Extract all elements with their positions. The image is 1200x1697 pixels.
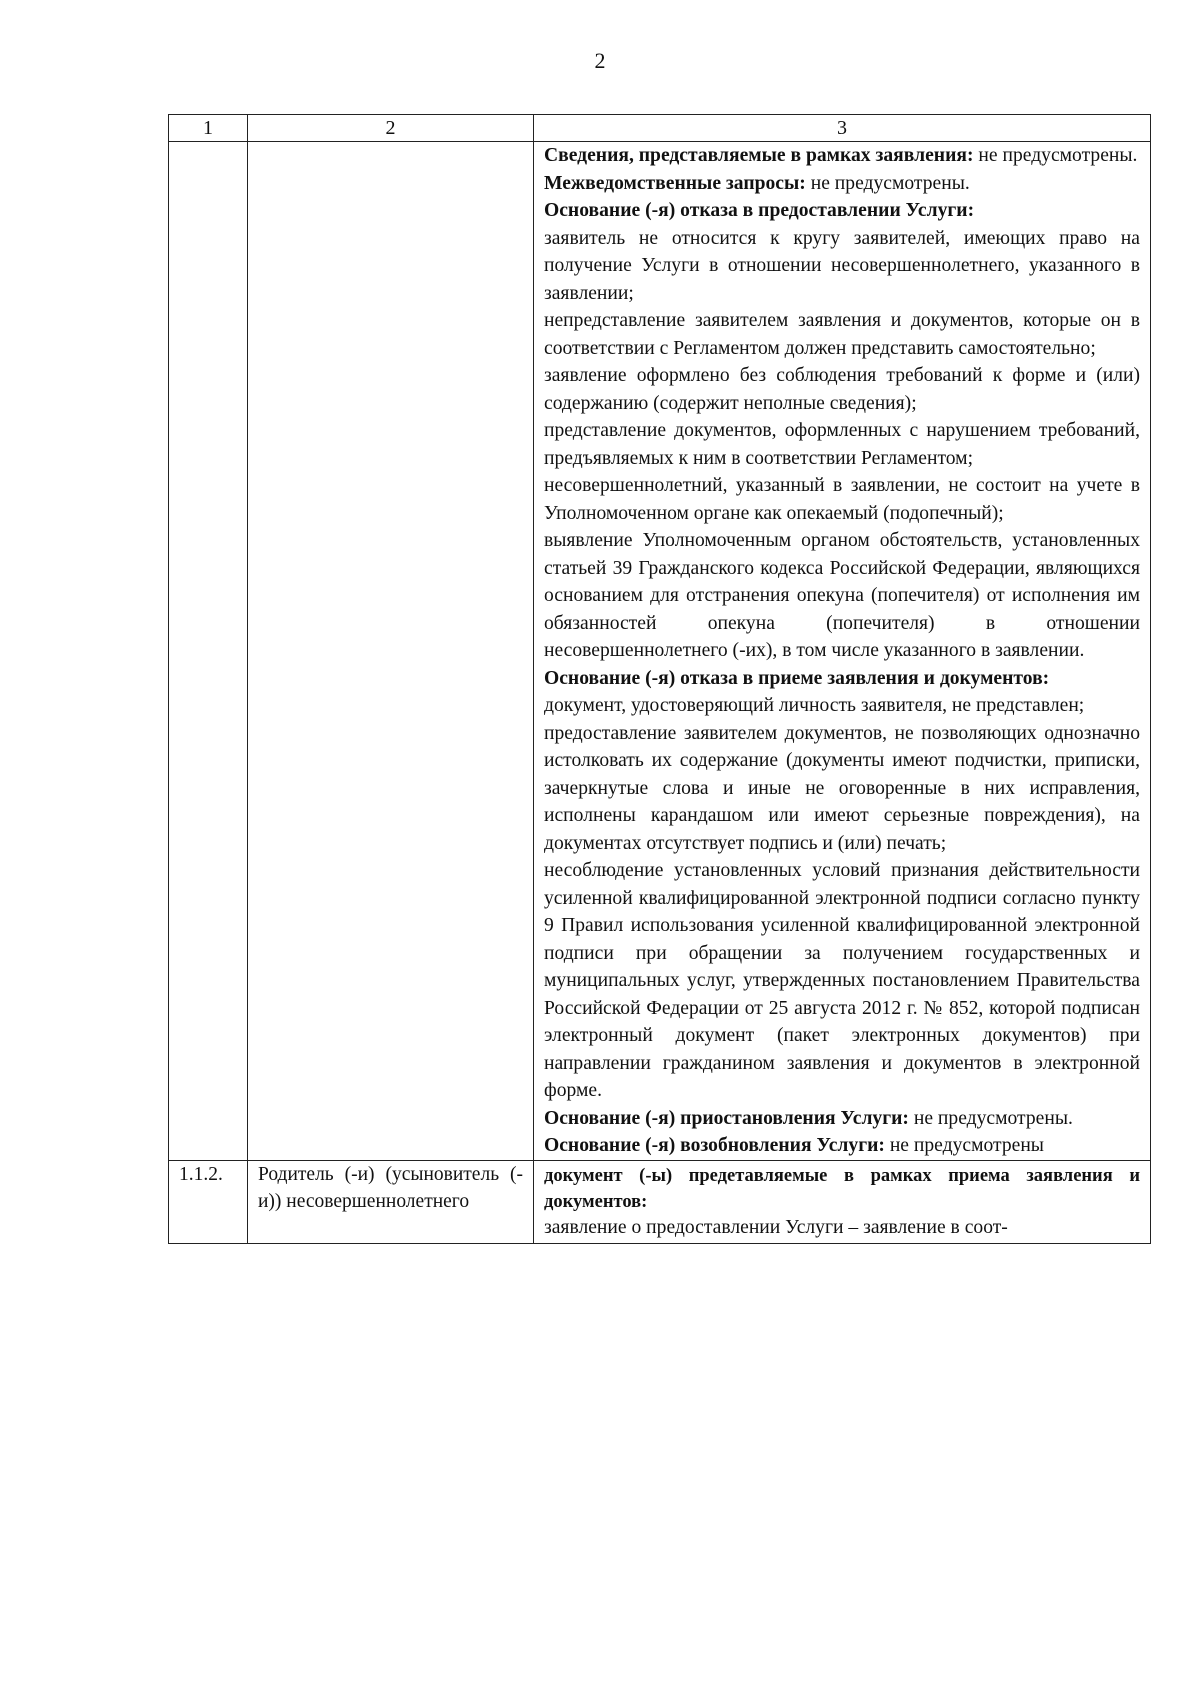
paragraph [544, 1105, 1140, 1133]
regulation-table [168, 114, 1151, 1244]
paragraph-bold: Основание (-я) отказа в предоставлении Услуги: [544, 200, 975, 221]
paragraph [544, 692, 1140, 720]
paragraph-bold: Основание (-я) приостановления Услуги: [544, 1107, 909, 1129]
paragraph [544, 142, 1140, 170]
row1-content-cell [534, 142, 1151, 1161]
paragraph-text: заявление о предоставлении Услуги – заявление в соот- [544, 1216, 1008, 1238]
row2-applicant-cell: Родитель (-и) (усыновитель (-и)) несовершеннолетнего [248, 1160, 534, 1243]
paragraph-text: заявление оформлено без соблюдения требований к форме и (или) содержанию (содержит неполные сведения); [544, 365, 1140, 414]
paragraph [544, 1215, 1140, 1241]
paragraph-text: заявитель не относится к кругу заявителей, имеющих право на получение Услуги в отношении несовершеннолетнего, указанного в заявлении; [544, 227, 1140, 304]
paragraph [544, 527, 1140, 665]
paragraph-text: не предусмотрены. [973, 145, 1138, 166]
table-row [169, 142, 1151, 1161]
paragraph [544, 307, 1140, 362]
paragraph-text: не предусмотрены [884, 1135, 1044, 1156]
header-cell-2: 2 [248, 115, 534, 142]
paragraph [544, 857, 1140, 1105]
paragraph-bold: Основание (-я) отказа в приеме заявления и документов: [544, 667, 1050, 689]
table-header-row [169, 115, 1151, 142]
paragraph [544, 720, 1140, 858]
paragraph-text: не предусмотрены. [908, 1107, 1073, 1129]
paragraph [544, 472, 1140, 527]
paragraph-text: несовершеннолетний, указанный в заявлении, не состоит на учете в Уполномоченном органе как опекаемый (подопечный); [544, 475, 1140, 524]
paragraph-text: непредставление заявителем заявления и документов, которые он в соответствии с Регламентом должен представить самостоятельно; [544, 310, 1140, 359]
header-cell-1: 1 [169, 115, 248, 142]
paragraph [544, 1132, 1140, 1160]
paragraph [544, 665, 1140, 693]
paragraph [544, 1163, 1140, 1215]
paragraph-bold: документ (-ы) предетавляемые в рамках приема заявления и документов: [544, 1165, 1140, 1212]
paragraph [544, 417, 1140, 472]
paragraph-text: несоблюдение установленных условий признания действительности усиленной квалифицированной электронной подписи согласно пункту 9 Правил использования усиленной квалифицированной электронной подписи при обращении за получением государственных и муниципальных услуг, утвержденных постановлением Правительства Российской Федерации от 25 августа 2012 г. № 852, которой подписан электронный документ (пакет электронных документов) при направлении гражданином заявления и документов в электронной форме. [544, 860, 1140, 1101]
paragraph-bold: Сведения, представляемые в рамках заявления: [544, 145, 974, 166]
page-number: 2 [594, 48, 606, 73]
paragraph-text: документ, удостоверяющий личность заявителя, не представлен; [544, 695, 1085, 716]
paragraph-text: выявление Уполномоченным органом обстоятельств, установленных статьей 39 Гражданского кодекса Российской Федерации, являющихся основанием для отстранения опекуна (попечителя) от исполнения им обязанностей опекуна (попечителя) в отношении несовершеннолетнего (-их), в том числе указанного в заявлении. [544, 530, 1140, 661]
row1-number-cell [169, 142, 248, 1161]
row2-content-cell [534, 1160, 1151, 1243]
row1-applicant-cell [248, 142, 534, 1161]
row2-number-cell: 1.1.2. [169, 1160, 248, 1243]
paragraph-text: не предусмотрены. [805, 172, 970, 194]
table-row [169, 1160, 1151, 1243]
paragraph [544, 362, 1140, 417]
paragraph [544, 197, 1140, 225]
paragraph-bold: Межведомственные запросы: [544, 172, 806, 194]
paragraph [544, 225, 1140, 308]
paragraph-bold: Основание (-я) возобновления Услуги: [544, 1135, 885, 1156]
header-cell-3: 3 [534, 115, 1151, 142]
paragraph [544, 170, 1140, 198]
paragraph-text: представление документов, оформленных с нарушением требований, предъявляемых к ним в соответствии Регламентом; [544, 420, 1140, 469]
paragraph-text: предоставление заявителем документов, не позволяющих однозначно истолковать их содержание (документы имеют подчистки, приписки, зачеркнутые слова и иные не оговоренные в них исправления, исполнены карандашом или имеют серьезные повреждения), на документах отсутствует подпись и (или) печать; [544, 722, 1140, 854]
